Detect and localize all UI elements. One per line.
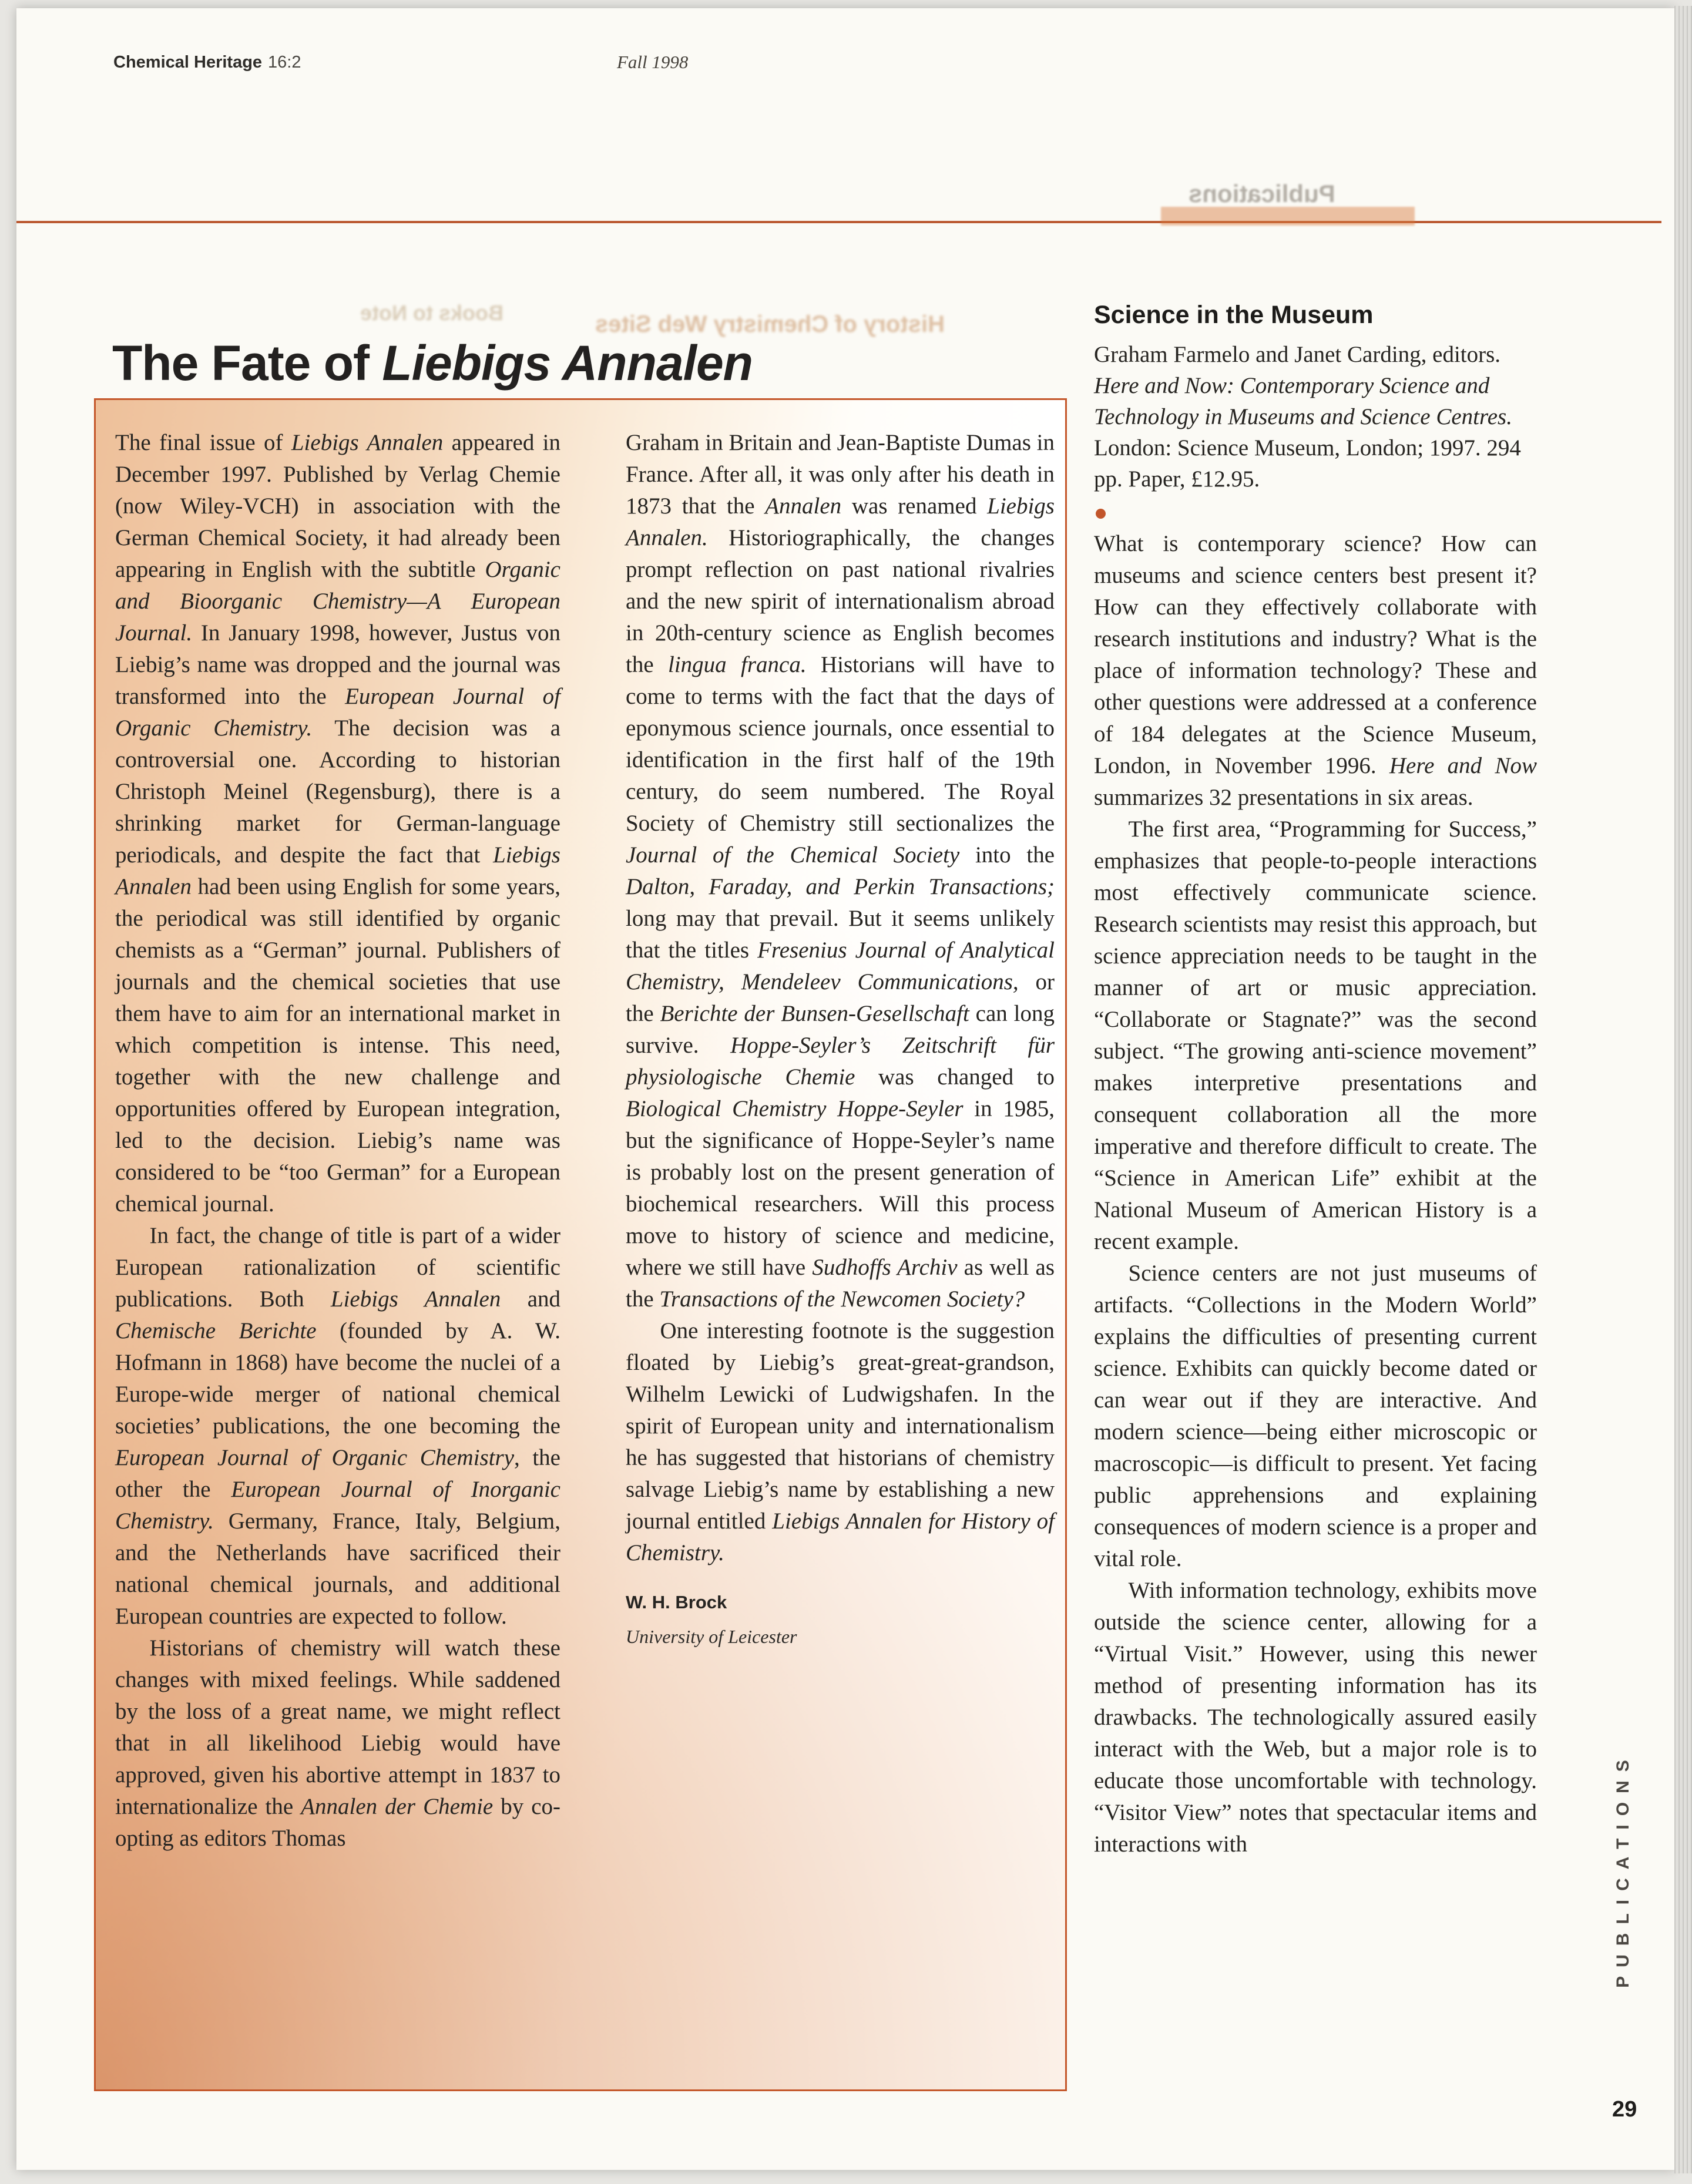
bullet-icon bbox=[1096, 509, 1106, 519]
paragraph: With information technology, exhibits move outside the science center, allowing for a “Virtual Visit.” However, using this newer method of presenting information has its drawbacks. The technologically assured easily interact with the Web, but a major role is to educate those uncomfortable with technology. “Visitor View” notes that spectacular items and interactions with bbox=[1094, 1578, 1537, 1857]
review-body bbox=[1094, 528, 1537, 1860]
article-column-2-text bbox=[626, 427, 1055, 1569]
article-box bbox=[94, 398, 1067, 2091]
page-number: 29 bbox=[1612, 2097, 1637, 2122]
article-title bbox=[112, 335, 753, 392]
paragraph: Historians of chemistry will watch these changes with mixed feelings. While saddened by the loss of a great name, we might reflect that in all likelihood Liebig would have approved, given his abortive attempt in 1837 to internationalize the Annalen der Chemie by co-opting as editors Thomas bbox=[115, 1635, 560, 1851]
author-name: W. H. Brock bbox=[626, 1592, 727, 1612]
paragraph: The final issue of Liebigs Annalen appeared in December 1997. Published by Verlag Chemie (now Wiley-VCH) in association with the German Chemical Society, it had already been appearing in English with the subtitle Organic and Bioorganic Chemistry—A European Journal. In January 1998, however, Justus von Liebig’s name was dropped and the journal was transformed into the European Journal of Organic Chemistry. The decision was a controversial one. According to historian Christoph Meinel (Regensburg), there is a shrinking market for German-language periodicals, and despite the fact that Liebigs Annalen had been using English for some years, the periodical was still identified by organic chemists as a “German” journal. Publishers of journals and the chemical societies that use them have to aim for an international market in which competition is intense. This need, together with the new challenge and opportunities offered by European integration, led to the decision. Liebig’s name was considered to be “too German” for a European chemical journal. bbox=[115, 430, 560, 1217]
bleed-through-books-heading: Books to Note bbox=[360, 301, 504, 325]
journal-name: Chemical Heritage bbox=[113, 53, 263, 72]
bleed-through-highlight-bar bbox=[1161, 207, 1415, 226]
issue-season: Fall 1998 bbox=[617, 52, 689, 72]
paragraph: Graham in Britain and Jean-Baptiste Dumas in France. After all, it was only after his death in 1873 that the Annalen was renamed Liebigs Annalen. Historiographically, the changes prompt reflection on past national rivalries and the new spirit of internationalism abroad in 20th-century science as English becomes the lingua franca. Historians will have to come to terms with the fact that the days of eponymous science journals, once essential to identification in the first half of the 19th century, do seem numbered. The Royal Society of Chemistry still sectionalizes the Journal of the Chemical Society into the Dalton, Faraday, and Perkin Transactions; long may that prevail. But it seems unlikely that the titles Fresenius Journal of Analytical Chemistry, Mendeleev Communications, or the Berichte der Bunsen-Gesellschaft can long survive. Hoppe-Seyler’s Zeitschrift für physiologische Chemie was changed to Biological Chemistry Hoppe-Seyler in 1985, but the significance of Hoppe-Seyler’s name is probably lost on the present generation of biochemical researchers. Will this process move to history of science and medicine, where we still have Sudhoffs Archiv as well as the Transactions of the Newcomen Society? bbox=[626, 430, 1055, 1312]
article-column-1 bbox=[115, 427, 560, 1854]
magazine-page bbox=[16, 8, 1674, 2170]
paragraph: Graham Farmelo and Janet Carding, editors. Here and Now: Contemporary Science and Technology in Museums and Science Centres. London: Science Museum, London; 1997. 294 pp. Paper, £12.95. bbox=[1094, 342, 1521, 492]
paragraph: The first area, “Programming for Success,” emphasizes that people-to-people interactions most effectively communicate science. Research scientists may resist this approach, but science appreciation needs to be taught in the manner of art or music appreciation. “Collaborate or Stagnate?” was the second subject. “The growing anti-science movement” makes interpretive presentations and consequent collaboration all the more imperative and therefore difficult to create. The “Science in American Life” exhibit at the National Museum of American History is a recent example. bbox=[1094, 817, 1537, 1254]
header-rule bbox=[16, 221, 1661, 223]
review-citation bbox=[1094, 339, 1537, 495]
paragraph: Science centers are not just museums of artifacts. “Collections in the Modern World” explains the difficulties of presenting current science. Exhibits can quickly become dated or can wear out if they are interactive. And modern science—being either microscopic or macroscopic—is difficult to present. Yet facing public apprehensions and explaining consequences of modern science is a proper and vital role. bbox=[1094, 1261, 1537, 1571]
paragraph: What is contemporary science? How can museums and science centers best present it? How can they effectively collaborate with research institutions and industry? What is the place of information technology? These and other questions were addressed at a conference of 184 delegates at the Science Museum, London, in November 1996. Here and Now summarizes 32 presentations in six areas. bbox=[1094, 531, 1537, 810]
paragraph: One interesting footnote is the suggestion floated by Liebig’s great-great-grandson, Wilhelm Lewicki of Ludwigshafen. In the spirit of European unity and internationalism he has suggested that historians of chemistry salvage Liebig’s name by establishing a new journal entitled Liebigs Annalen for History of Chemistry. bbox=[626, 1318, 1055, 1565]
review-heading: Science in the Museum bbox=[1094, 301, 1374, 329]
article-title-italic: Liebigs Annalen bbox=[382, 335, 753, 391]
section-side-label: PUBLICATIONS bbox=[1613, 1751, 1633, 1988]
issue-number: 16:2 bbox=[268, 53, 301, 72]
review-column bbox=[1094, 301, 1537, 1860]
article-title-plain: The Fate of bbox=[112, 335, 382, 391]
page-edge-stack bbox=[1674, 6, 1692, 2173]
bleed-through-publications: Publications bbox=[1189, 180, 1335, 207]
article-column-2 bbox=[626, 427, 1055, 1652]
author-block bbox=[626, 1587, 1055, 1652]
running-head bbox=[113, 53, 301, 72]
paragraph: In fact, the change of title is part of a wider European rationalization of scientific publications. Both Liebigs Annalen and Chemische Berichte (founded by A. W. Hofmann in 1868) have become the nuclei of a Europe-wide merger of national chemical societies’ publications, the one becoming the European Journal of Organic Chemistry, the other the European Journal of Inorganic Chemistry. Germany, France, Italy, Belgium, and the Netherlands have sacrificed their national chemical journals, and additional European countries are expected to follow. bbox=[115, 1223, 560, 1629]
author-affiliation: University of Leicester bbox=[626, 1626, 797, 1647]
bleed-through-history-heading: History of Chemistry Web Sites bbox=[595, 311, 945, 337]
